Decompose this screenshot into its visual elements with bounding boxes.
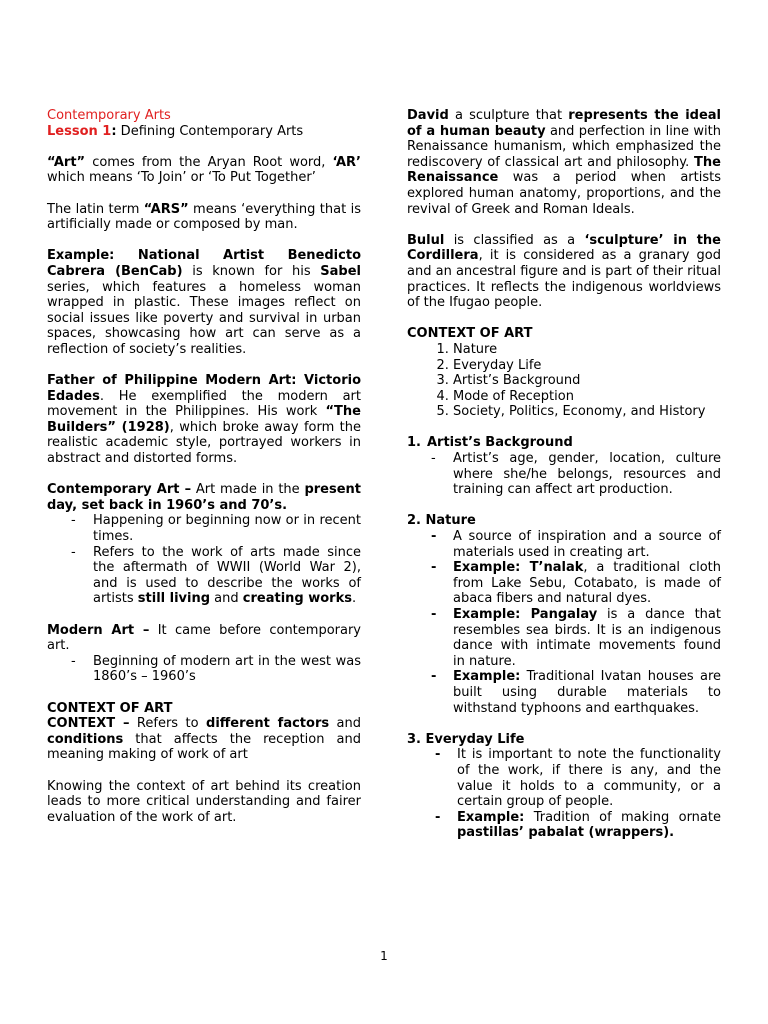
list-item: - Example: Traditional Ivatan houses are built using durable materials to withstand typhoons and earthquakes. <box>453 669 721 716</box>
artists-background-list <box>407 451 721 498</box>
page-number: 1 <box>380 949 388 963</box>
father-modern-art: Father of Philippine Modern Art: Victorio Edades. He exemplified the modern art movement in the Philippines. His work “The Builders” (1928), which broke away form the realistic academic style, portrayed workers in abstract and distorted forms. <box>47 373 361 467</box>
section-everyday-life: 3. Everyday Life <box>407 731 525 747</box>
list-item: - Example: Pangalay is a dance that resembles sea birds. It is an indigenous dance with intimate movements found in nature. <box>453 607 721 669</box>
david-paragraph: David a sculpture that represents the ideal of a human beauty and perfection in line with Renaissance humanism, which emphasized the rediscovery of classical art and philosophy. The Renaissance was a period when artists explored human anatomy, proportions, and the revival of Greek and Roman Ideals. <box>407 108 722 217</box>
list-item: 3. Artist’s Background <box>453 373 721 389</box>
list-item: - Refers to the work of arts made since the aftermath of WWII (World War 2), and is used to describe the works of artists still living and creating works. <box>93 545 361 607</box>
list-item: - Example: Tradition of making ornate pastillas’ pabalat (wrappers). <box>457 810 721 841</box>
context-list <box>407 342 721 420</box>
list-item: 4. Mode of Reception <box>453 389 721 405</box>
contemporary-art-list <box>47 513 361 607</box>
section-artists-background: 1. Artist’s Background <box>407 435 573 451</box>
list-item: 2. Everyday Life <box>453 358 721 374</box>
art-definition: “Art” comes from the Aryan Root word, ‘AR’ which means ‘To Join’ or ‘To Put Together’ <box>47 154 361 186</box>
context-heading-right: CONTEXT OF ART <box>407 326 533 342</box>
left-column <box>47 108 361 841</box>
modern-art-definition: Modern Art – It came before contemporary art. <box>47 622 361 654</box>
context-heading: CONTEXT OF ART <box>47 700 173 716</box>
list-item: - Beginning of modern art in the west was 1860’s – 1960’s <box>93 654 361 685</box>
lesson-heading: Lesson 1: Defining Contemporary Arts <box>47 123 304 139</box>
bulul-paragraph: Bulul is classified as a ‘sculpture’ in the Cordillera, it is considered as a granary god and an ancestral figure and is part of their ritual practices. It reflects the indigenous worldviews of the Ifugao people. <box>407 232 721 311</box>
list-item: - A source of inspiration and a source of materials used in creating art. <box>453 529 721 560</box>
document-title: Contemporary Arts <box>47 108 171 123</box>
list-item: 1. Nature <box>453 342 721 358</box>
list-item: - It is important to note the functionality of the work, if there is any, and the value it holds to a community, or a certain group of people. <box>457 747 721 809</box>
knowing-context: Knowing the context of art behind its creation leads to more critical understanding and fairer evaluation of the work of art. <box>47 778 361 825</box>
ars-definition: The latin term “ARS” means ‘everything that is artificially made or composed by man. <box>47 201 361 233</box>
modern-art-list <box>47 654 361 685</box>
everyday-life-list <box>407 747 721 841</box>
section-nature: 2. Nature <box>407 513 476 529</box>
bencab-example: Example: National Artist Benedicto Cabrera (BenCab) is known for his Sabel series, which features a homeless woman wrapped in plastic. These images reflect on social issues like poverty and survival in urban spaces, showcasing how art can serve as a reflection of society’s realities. <box>47 248 361 357</box>
context-definition: CONTEXT – Refers to different factors and conditions that affects the reception and meaning making of work of art <box>47 716 362 763</box>
list-item: - Example: T’nalak, a traditional cloth from Lake Sebu, Cotabato, is made of abaca fibers and natural dyes. <box>453 560 721 607</box>
right-column <box>407 108 721 857</box>
list-item: - Artist’s age, gender, location, culture where she/he belongs, resources and training can affect art production. <box>453 451 721 498</box>
contemporary-art-definition: Contemporary Art – Art made in the present day, set back in 1960’s and 70’s. <box>47 482 361 513</box>
list-item: - Happening or beginning now or in recent times. <box>93 513 361 544</box>
list-item: 5. Society, Politics, Economy, and History <box>453 404 721 420</box>
nature-list <box>407 529 721 716</box>
